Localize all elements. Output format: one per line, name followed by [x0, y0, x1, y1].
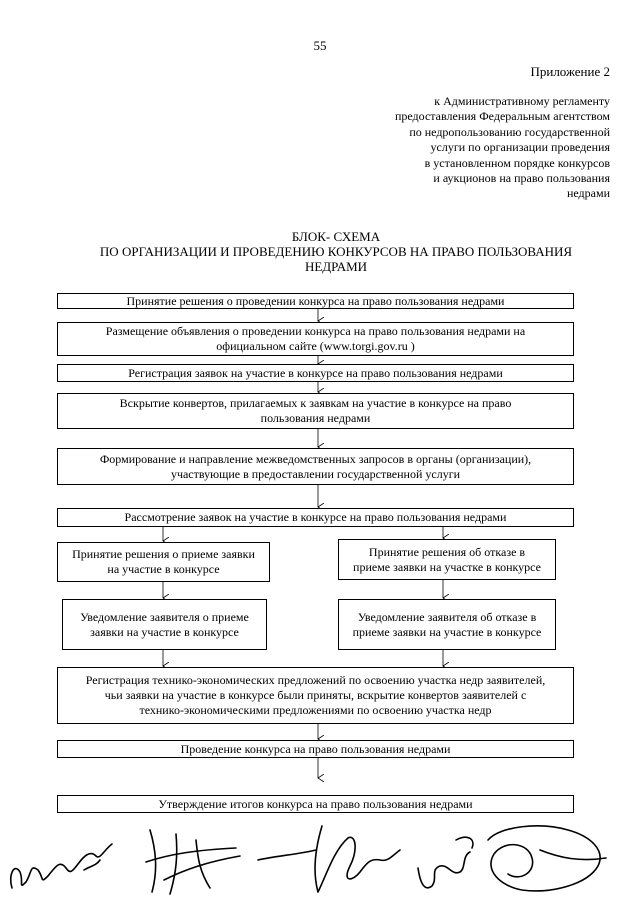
box-text: Размещение объявления о проведении конкурса на право пользования недрами на — [105, 324, 526, 338]
box-text: Утверждение итогов конкурса на право пользования недрами — [158, 796, 473, 811]
signature-3 — [258, 826, 400, 892]
regulation-line: по недропользованию государственной — [409, 124, 610, 139]
box-text: Регистрация заявок на участие в конкурсе на право пользования недрами — [128, 365, 503, 380]
regulation-line: и аукционов на право пользования — [433, 171, 610, 186]
signature-2 — [146, 830, 240, 894]
step-review-applications — [57, 508, 574, 527]
box-text: официальном сайте (www.torgi.gov.ru ) — [216, 339, 415, 353]
regulation-line: в установленном порядке конкурсов — [424, 155, 610, 170]
box-text: технико-экономическими предложениями по освоению участка недр — [139, 703, 492, 717]
title-line: ПО ОРГАНИЗАЦИИ И ПРОВЕДЕНИЮ КОНКУРСОВ НА ПРАВО ПОЛЬЗОВАНИЯ — [99, 244, 573, 259]
decision-reject — [338, 539, 556, 580]
title-line: БЛОК- СХЕМА — [291, 229, 381, 244]
box-text: чьи заявки на участие в конкурсе были приняты, вскрытие конвертов заявителей с — [104, 688, 527, 702]
regulation-line: предоставления Федеральным агентством — [394, 109, 610, 124]
notice-reject — [338, 599, 556, 650]
handwritten-signatures — [0, 810, 640, 905]
notice-accept — [62, 599, 267, 650]
signature-5 — [488, 826, 606, 891]
box-text: приеме заявки на участие в конкурсе — [352, 624, 542, 639]
box-text: Принятие решения о проведении конкурса на право пользования недрами — [126, 293, 505, 308]
step-technical-proposals — [57, 667, 574, 724]
signature-4 — [418, 837, 473, 888]
box-text: заявки на участие в конкурсе — [90, 624, 239, 639]
title-line: НЕДРАМИ — [304, 259, 368, 274]
box-text: Регистрация технико-экономических предложений по освоению участка недр заявителей, — [85, 673, 546, 687]
appendix-label: Приложение 2 — [530, 64, 610, 79]
step-open-envelopes — [57, 393, 574, 429]
regulation-line: к Административному регламенту — [434, 94, 610, 108]
box-text: Формирование и направление межведомственных запросов в органы (организации), — [99, 451, 532, 466]
box-text: Уведомление заявителя об отказе в — [357, 609, 537, 624]
step-interagency-requests — [57, 448, 574, 485]
step-decision-to-hold — [57, 293, 574, 309]
box-text: Уведомление заявителя о приеме — [80, 609, 249, 624]
box-text: приеме заявки на участке в конкурсе — [353, 559, 541, 574]
box-text: на участие в конкурсе — [107, 562, 220, 576]
signature-1 — [11, 844, 112, 888]
decision-accept — [57, 542, 270, 582]
page-number: 55 — [313, 38, 327, 53]
box-text: Проведение конкурса на право пользования недрами — [180, 741, 451, 756]
box-text: Принятие решения об отказе в — [368, 544, 526, 559]
step-hold-competition — [57, 740, 574, 758]
step-register-applications — [57, 364, 574, 382]
box-text: участвующие в предоставлении государственной услуги — [170, 466, 461, 481]
box-text: Вскрытие конвертов, прилагаемых к заявкам на участие в конкурсе на право — [119, 396, 512, 410]
box-text: Рассмотрение заявок на участие в конкурсе на право пользования недрами — [124, 510, 507, 524]
box-text: пользования недрами — [260, 411, 371, 425]
regulation-line: услуги по организации проведения — [430, 140, 610, 155]
regulation-line: недрами — [566, 186, 610, 201]
box-text: Принятие решения о приеме заявки — [72, 547, 255, 561]
step-publish-announcement — [57, 322, 574, 356]
